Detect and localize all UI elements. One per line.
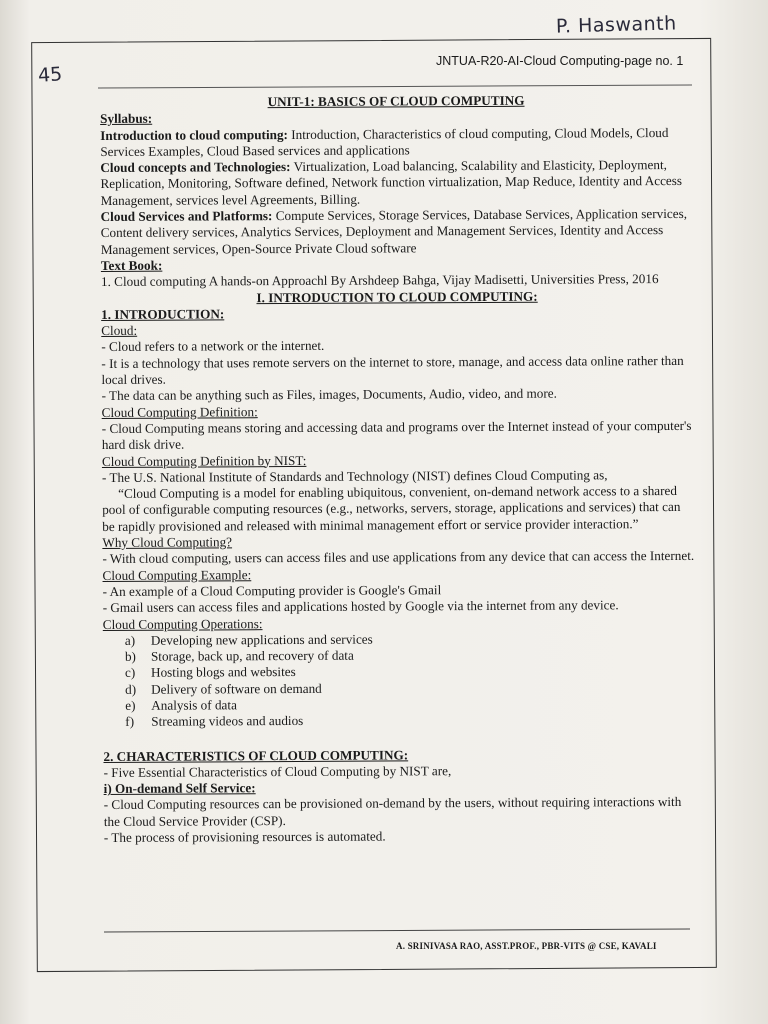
list-item-letter: e) [125,697,136,713]
syllabus-services [101,206,693,258]
list-item-text: Developing new applications and services [150,631,373,648]
on-demand-point-1: - Cloud Computing resources can be provisioned on-demand by the users, without requiring interactions with the Cloud Service Provider (CSP). [103,794,682,829]
example-point-1: - An example of a Cloud Computing provider is Google's Gmail [102,582,442,599]
list-item-text: Streaming videos and audios [151,713,304,730]
why-label: Why Cloud Computing? [102,534,233,551]
list-item-letter: a) [124,632,136,648]
list-item-text: Hosting blogs and websites [150,664,296,681]
operations-label: Cloud Computing Operations: [102,615,263,632]
list-item-letter: c) [124,665,136,681]
intro-heading: 1. INTRODUCTION: [101,306,225,322]
list-item-text: Delivery of software on demand [151,680,322,697]
syllabus-intro-text: Introduction, Characteristics of cloud computing, Cloud Models, Cloud Services Examples, Cloud Based services and applications [100,124,669,159]
list-item-letter: d) [125,681,137,697]
why-point: - With cloud computing, users can access files and use applications from any device that can access the Internet. [102,548,695,567]
textbook-entry: 1. Cloud computing A hands-on Approachl By Arshdeep Bahga, Vijay Madisetti, Universities Press, 2016 [100,271,659,290]
nist-label: Cloud Computing Definition by NIST: [101,452,307,469]
definition-point: - Cloud Computing means storing and accessing data and programs over the Internet instead of your computer's hard disk drive. [101,417,692,453]
section1-title: I. INTRODUCTION TO CLOUD COMPUTING: [256,288,538,305]
syllabus-intro-heading: Introduction to cloud computing: [100,126,288,143]
characteristics-point: - Five Essential Characteristics of Cloud Computing by NIST are, [103,763,452,780]
operations-list [125,630,696,731]
list-item-text: Storage, back up, and recovery of data [150,647,354,664]
example-point-2: - Gmail users can access files and applications hosted by Google via the internet from any device. [102,597,619,616]
on-demand-point-2: - The process of provisioning resources is automated. [103,828,386,846]
list-item-text: Analysis of data [151,697,237,713]
cloud-label: Cloud: [101,322,138,339]
syllabus-services-text: Compute Services, Storage Services, Database Services, Application services, Content delivery services, Analytics Services, Deployment and Management Services, Identity and Access Management services, Open-Source Private Cloud software [100,206,688,257]
list-item-letter: b) [124,648,136,664]
textbook-label: Text Book: [100,257,163,273]
cloud-point-1: - Cloud refers to a network or the internet. [101,338,325,355]
unit-title: UNIT-1: BASICS OF CLOUD COMPUTING [267,92,525,110]
nist-point: - The U.S. National Institute of Standards and Technology (NIST) defines Cloud Computing as, [101,467,608,485]
handwritten-mark: 45 [37,63,63,87]
syllabus-concepts [100,157,692,209]
list-item-letter: f) [125,714,135,730]
example-label: Cloud Computing Example: [102,566,252,583]
syllabus-concepts-text: Virtualization, Load balancing, Scalability and Elasticity, Deployment, Replication, Monitoring, Software defined, Network function virtualization, Map Reduce, Identity and Access Management, services level Agreements, Billing. [100,157,683,208]
handwritten-name: P. Haswanth [555,12,677,38]
page-content [100,92,696,846]
syllabus-concepts-heading: Cloud concepts and Technologies: [100,159,291,176]
characteristics-heading: 2. CHARACTERISTICS OF CLOUD COMPUTING: [103,746,409,764]
definition-label: Cloud Computing Definition: [101,403,258,420]
syllabus-services-heading: Cloud Services and Platforms: [100,208,273,225]
syllabus-label: Syllabus: [100,111,153,127]
page-footer: A. SRINIVASA RAO, ASST.PROF., PBR-VITS @ CSE, KAVALI [396,941,657,951]
cloud-point-3: - The data can be anything such as Files, images, Documents, Audio, video, and more. [101,385,557,404]
cloud-point-2: - It is a technology that uses remote servers on the internet to store, manage, and access data online rather than local drives. [101,352,684,388]
page-header: JNTUA-R20-AI-Cloud Computing-page no. 1 [436,54,684,68]
syllabus-intro [100,124,692,160]
on-demand-label: i) On-demand Self Service: [103,780,256,797]
nist-quote: “Cloud Computing is a model for enabling ubiquitous, convenient, on-demand network access to a shared pool of configurable computing resources (e.g., networks, servers, storage, applications and services) that can be rapidly provisioned and released with minimal management effort or service provider interaction.” [102,483,681,534]
